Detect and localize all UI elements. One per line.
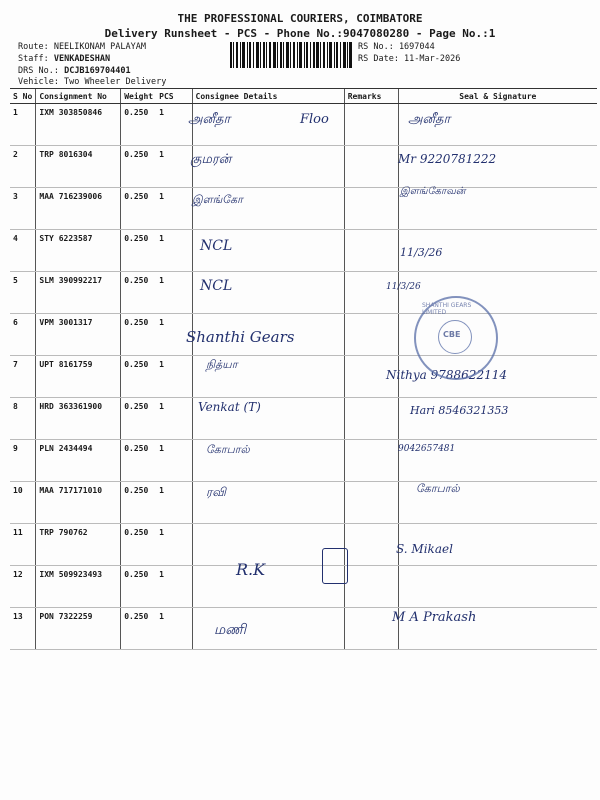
cell-consignment-no: VPM 3001317 (36, 314, 121, 356)
handwritten-signature: கோபால் (416, 482, 460, 495)
handwritten-consignee: Venkat (T) (198, 400, 261, 414)
handwritten-consignee: இளங்கோ (192, 193, 243, 206)
cell-weight: 0.250 (121, 524, 156, 566)
cell-weight: 0.250 (121, 440, 156, 482)
table-row (10, 524, 597, 566)
cell-consignment-no: TRP 8016304 (36, 146, 121, 188)
route-text: Route: NEELIKONAM PALAYAM (18, 42, 146, 52)
cell-sno: 4 (10, 230, 36, 272)
cell-weight: 0.250 (121, 566, 156, 608)
cell-seal-signature (398, 566, 597, 608)
cell-consignment-no: IXM 509923493 (36, 566, 121, 608)
cell-sno: 9 (10, 440, 36, 482)
drs-value: DCJB169704401 (64, 66, 131, 76)
col-seal-signature: Seal & Signature (398, 89, 597, 104)
handwritten-consignee: கோபால் (206, 443, 250, 456)
cell-remarks (344, 146, 398, 188)
cell-remarks (344, 272, 398, 314)
cell-consignment-no: STY 6223587 (36, 230, 121, 272)
table-row (10, 608, 597, 650)
cell-remarks (344, 398, 398, 440)
cell-weight: 0.250 (121, 356, 156, 398)
handwritten-signature: அனீதா (408, 112, 451, 127)
cell-consignment-no: TRP 790762 (36, 524, 121, 566)
runsheet-table (10, 88, 597, 650)
cell-pcs: 1 (156, 440, 192, 482)
table-row (10, 398, 597, 440)
table-row (10, 188, 597, 230)
cell-sno: 10 (10, 482, 36, 524)
table-row (10, 356, 597, 398)
cell-remarks (344, 524, 398, 566)
company-seal-stamp (414, 296, 498, 380)
cell-weight: 0.250 (121, 608, 156, 650)
table-row (10, 566, 597, 608)
cell-pcs: 1 (156, 356, 192, 398)
table-row (10, 272, 597, 314)
drs-line (18, 66, 131, 76)
handwritten-consignee: Shanthi Gears (186, 328, 295, 346)
staff-line (18, 54, 110, 64)
handwritten-consignee: NCL (200, 278, 233, 294)
cell-sno: 3 (10, 188, 36, 230)
cell-sno: 8 (10, 398, 36, 440)
cell-pcs: 1 (156, 524, 192, 566)
cell-consignment-no: HRD 363361900 (36, 398, 121, 440)
cell-pcs: 1 (156, 230, 192, 272)
table-row (10, 440, 597, 482)
cell-remarks (344, 230, 398, 272)
cell-weight: 0.250 (121, 188, 156, 230)
col-pcs: PCS (156, 89, 192, 104)
stamp-ring-text: SHANTHI GEARS LIMITED (422, 302, 472, 316)
cell-remarks (344, 314, 398, 356)
handwritten-signature: இளங்கோவன் (400, 186, 466, 197)
staff-value: VENKADESHAN (53, 54, 111, 64)
table-row (10, 230, 597, 272)
cell-pcs: 1 (156, 608, 192, 650)
table-row (10, 146, 597, 188)
cell-consignment-no: PLN 2434494 (36, 440, 121, 482)
cell-sno: 13 (10, 608, 36, 650)
handwritten-signature: 11/3/26 (386, 282, 421, 292)
handwritten-remarks: Floo (300, 112, 329, 127)
handwritten-signature: 11/3/26 (400, 246, 443, 259)
cell-sno: 5 (10, 272, 36, 314)
rs-number: RS No.: 1697044 (358, 42, 435, 52)
vehicle-text: Vehicle: Two Wheeler Delivery (18, 77, 167, 87)
barcode-image (230, 42, 352, 68)
col-weight: Weight (121, 89, 156, 104)
col-consignment: Consignment No (36, 89, 121, 104)
cell-consignment-no: MAA 716239006 (36, 188, 121, 230)
cell-consignment-no: MAA 717171010 (36, 482, 121, 524)
table-row (10, 314, 597, 356)
table-header-row (10, 89, 597, 104)
cell-pcs: 1 (156, 482, 192, 524)
cell-sno: 11 (10, 524, 36, 566)
cell-pcs: 1 (156, 566, 192, 608)
handwritten-signature: Hari 8546321353 (410, 404, 509, 417)
handwritten-signature: S. Mikael (396, 542, 453, 556)
staff-label: Staff: (18, 54, 49, 64)
handwritten-signature: 9042657481 (398, 444, 456, 454)
cell-remarks (344, 188, 398, 230)
handwritten-consignee: ரவி (206, 485, 226, 499)
runsheet-subtitle: Delivery Runsheet - PCS - Phone No.:9047080280 - Page No.:1 (104, 27, 496, 40)
cell-sno: 7 (10, 356, 36, 398)
cell-consignment-no: UPT 8161759 (36, 356, 121, 398)
cell-sno: 2 (10, 146, 36, 188)
handwritten-consignee: மணி (214, 622, 247, 638)
handwritten-signature: Mr 9220781222 (398, 152, 497, 166)
handwritten-consignee: R.K (236, 560, 266, 579)
cell-sno: 1 (10, 104, 36, 146)
cell-pcs: 1 (156, 104, 192, 146)
cell-weight: 0.250 (121, 146, 156, 188)
cell-weight: 0.250 (121, 272, 156, 314)
cell-sno: 6 (10, 314, 36, 356)
handwritten-signature: Nithya 9788622114 (386, 368, 507, 382)
cell-remarks (344, 482, 398, 524)
cell-remarks (344, 566, 398, 608)
signature-box-mark (322, 548, 348, 584)
col-consignee: Consignee Details (192, 89, 344, 104)
cell-pcs: 1 (156, 188, 192, 230)
cell-weight: 0.250 (121, 398, 156, 440)
cell-pcs: 1 (156, 272, 192, 314)
handwritten-consignee: அனீதா (188, 112, 231, 127)
cell-pcs: 1 (156, 146, 192, 188)
drs-label: DRS No.: (18, 66, 59, 76)
cell-consignment-no: SLM 390992217 (36, 272, 121, 314)
cell-consignment-no: IXM 303850846 (36, 104, 121, 146)
company-title: THE PROFESSIONAL COURIERS, COIMBATORE (177, 12, 423, 25)
cell-remarks (344, 104, 398, 146)
cell-pcs: 1 (156, 314, 192, 356)
handwritten-consignee: NCL (200, 238, 233, 254)
cell-weight: 0.250 (121, 230, 156, 272)
cell-consignment-no: PON 7322259 (36, 608, 121, 650)
handwritten-consignee: குமரன் (190, 152, 232, 167)
table-row (10, 482, 597, 524)
cell-remarks (344, 440, 398, 482)
cell-weight: 0.250 (121, 482, 156, 524)
rs-date: RS Date: 11-Mar-2026 (358, 54, 461, 64)
handwritten-consignee: நித்யா (206, 358, 238, 371)
cell-sno: 12 (10, 566, 36, 608)
handwritten-signature: M A Prakash (392, 610, 477, 625)
col-remarks: Remarks (344, 89, 398, 104)
cell-weight: 0.250 (121, 104, 156, 146)
stamp-center-text: CBE (443, 330, 461, 339)
cell-pcs: 1 (156, 398, 192, 440)
cell-weight: 0.250 (121, 314, 156, 356)
cell-remarks (344, 608, 398, 650)
col-sno: S No (10, 89, 36, 104)
